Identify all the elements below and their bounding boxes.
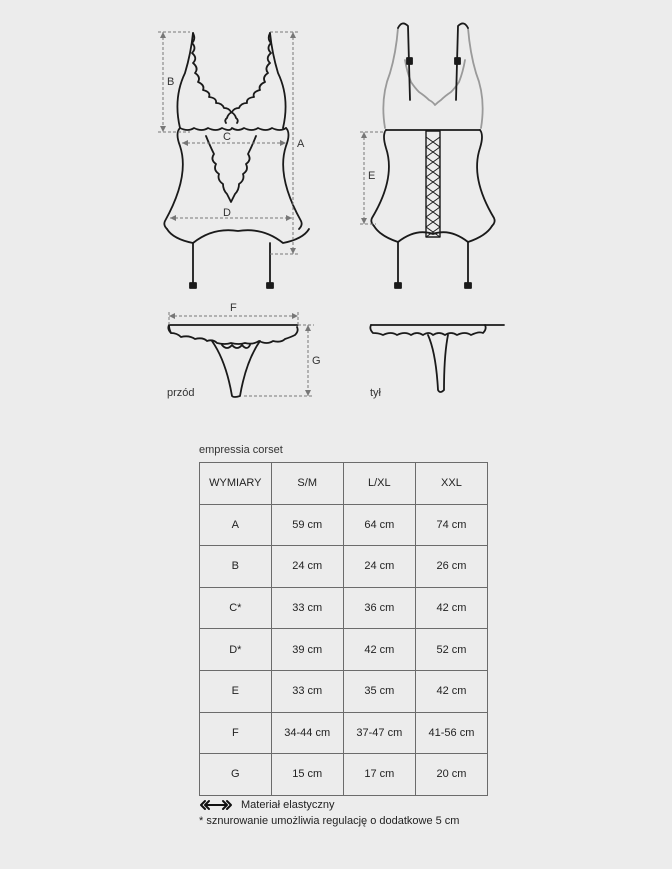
table-row [200, 504, 488, 546]
table-title: empressia corset [199, 444, 283, 456]
size-table [199, 462, 488, 796]
table-cell: 41-56 cm [415, 712, 487, 754]
back-thong-drawing [370, 325, 504, 392]
table-cell: 24 cm [271, 546, 343, 588]
front-corset-drawing [164, 33, 309, 288]
table-cell: 52 cm [415, 629, 487, 671]
table-cell: 59 cm [271, 504, 343, 546]
header-cell: S/M [271, 463, 343, 505]
table-row [200, 587, 488, 629]
table-row [200, 670, 488, 712]
dimension-label-a: A [297, 138, 305, 150]
header-cell: L/XL [343, 463, 415, 505]
table-cell: 37-47 cm [343, 712, 415, 754]
garment-diagrams [0, 0, 672, 420]
header-cell: XXL [415, 463, 487, 505]
back-caption: tył [370, 387, 381, 399]
double-arrow-icon [199, 799, 233, 811]
back-corset-drawing [371, 23, 494, 288]
footnote: * sznurowanie umożliwia regulację o dodatkowe 5 cm [199, 815, 460, 827]
row-label: E [200, 670, 272, 712]
legend-elastic-label: Materiał elastyczny [241, 799, 335, 811]
table-cell: 42 cm [415, 587, 487, 629]
table-row [200, 629, 488, 671]
dimension-label-d: D [223, 207, 231, 219]
row-label: G [200, 754, 272, 796]
table-cell: 26 cm [415, 546, 487, 588]
row-label: F [200, 712, 272, 754]
dimension-label-e: E [368, 170, 376, 182]
front-caption: przód [167, 387, 195, 399]
row-label: A [200, 504, 272, 546]
table-row [200, 754, 488, 796]
dimension-label-b: B [167, 76, 175, 88]
table-cell: 39 cm [271, 629, 343, 671]
dimension-label-c: C [223, 131, 231, 143]
table-cell: 35 cm [343, 670, 415, 712]
table-cell: 42 cm [415, 670, 487, 712]
table-cell: 20 cm [415, 754, 487, 796]
table-cell: 42 cm [343, 629, 415, 671]
dimension-label-g: G [312, 355, 321, 367]
table-header-row [200, 463, 488, 505]
table-cell: 24 cm [343, 546, 415, 588]
row-label: D* [200, 629, 272, 671]
table-cell: 64 cm [343, 504, 415, 546]
table-cell: 33 cm [271, 670, 343, 712]
row-label: C* [200, 587, 272, 629]
header-cell: WYMIARY [200, 463, 272, 505]
table-cell: 17 cm [343, 754, 415, 796]
table-cell: 74 cm [415, 504, 487, 546]
table-cell: 36 cm [343, 587, 415, 629]
table-row [200, 546, 488, 588]
table-cell: 15 cm [271, 754, 343, 796]
table-cell: 34-44 cm [271, 712, 343, 754]
legend [199, 799, 335, 811]
dimension-label-f: F [230, 302, 237, 314]
table-cell: 33 cm [271, 587, 343, 629]
row-label: B [200, 546, 272, 588]
table-row [200, 712, 488, 754]
